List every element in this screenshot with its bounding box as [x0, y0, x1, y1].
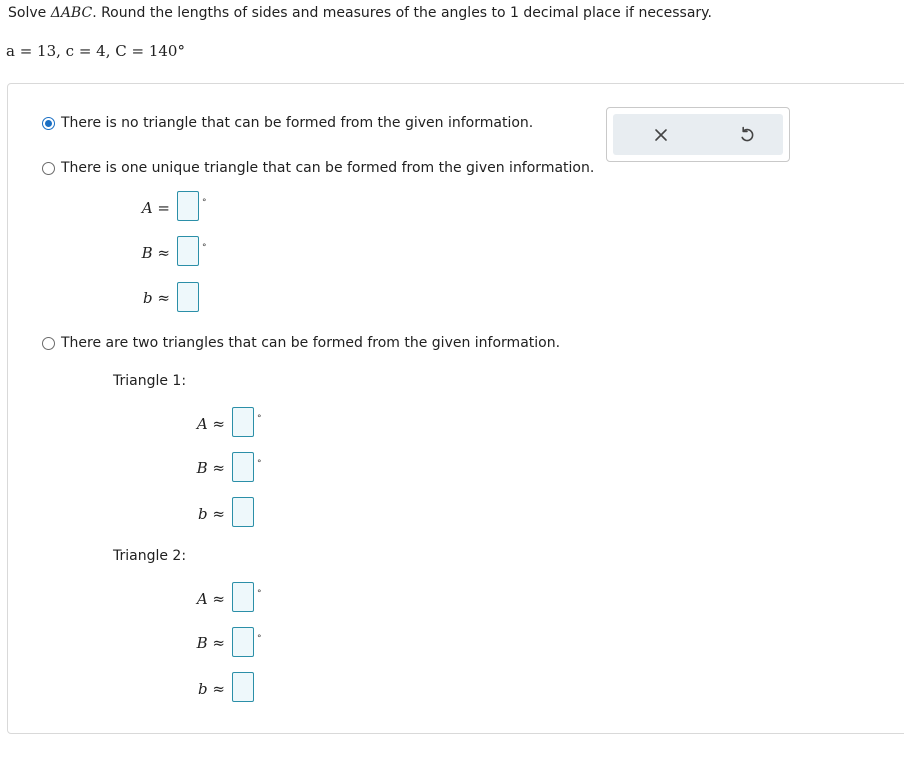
radio-no-triangle[interactable]	[42, 117, 55, 130]
degree-symbol: °	[202, 198, 207, 208]
close-icon[interactable]	[651, 125, 671, 145]
unique-b-label: b ≈	[143, 289, 170, 307]
question-text: Solve ΔABC. Round the lengths of sides and measures of the angles to 1 decimal place if necessary.	[8, 5, 712, 21]
undo-icon[interactable]	[737, 125, 757, 145]
degree-symbol: °	[257, 414, 262, 424]
t2-B-label: B ≈	[196, 634, 225, 652]
triangle-2-title: Triangle 2:	[113, 548, 187, 564]
option-one-triangle-label: There is one unique triangle that can be formed from the given information.	[61, 160, 595, 176]
answer-panel	[7, 83, 904, 734]
t1-A-input[interactable]	[232, 407, 254, 437]
unique-b-input[interactable]	[177, 282, 199, 312]
unique-B-input[interactable]	[177, 236, 199, 266]
t2-B-input[interactable]	[232, 627, 254, 657]
degree-symbol: °	[257, 459, 262, 469]
option-no-triangle[interactable]	[42, 115, 533, 131]
t2-b-input[interactable]	[232, 672, 254, 702]
t1-b-label: b ≈	[198, 505, 225, 523]
option-no-triangle-label: There is no triangle that can be formed from the given information.	[61, 115, 534, 131]
degree-symbol: °	[257, 634, 262, 644]
t1-B-label: B ≈	[196, 459, 225, 477]
t1-b-input[interactable]	[232, 497, 254, 527]
t1-B-input[interactable]	[232, 452, 254, 482]
option-two-triangles[interactable]	[42, 335, 560, 351]
triangle-symbol: ΔABC	[50, 5, 93, 21]
answer-toolbar	[606, 107, 790, 162]
t2-A-input[interactable]	[232, 582, 254, 612]
unique-B-label: B ≈	[141, 244, 170, 262]
option-two-triangles-label: There are two triangles that can be formed from the given information.	[61, 335, 561, 351]
triangle-1-title: Triangle 1:	[113, 373, 187, 389]
unique-A-input[interactable]	[177, 191, 199, 221]
toolbar-inner	[613, 114, 783, 155]
t2-b-label: b ≈	[198, 680, 225, 698]
degree-symbol: °	[257, 589, 262, 599]
option-one-triangle[interactable]	[42, 160, 594, 176]
given-values: a = 13, c = 4, C = 140°	[6, 42, 185, 60]
degree-symbol: °	[202, 243, 207, 253]
radio-one-triangle[interactable]	[42, 162, 55, 175]
t1-A-label: A ≈	[196, 415, 225, 433]
t2-A-label: A ≈	[196, 590, 225, 608]
unique-A-label: A =	[141, 199, 170, 217]
radio-two-triangles[interactable]	[42, 337, 55, 350]
